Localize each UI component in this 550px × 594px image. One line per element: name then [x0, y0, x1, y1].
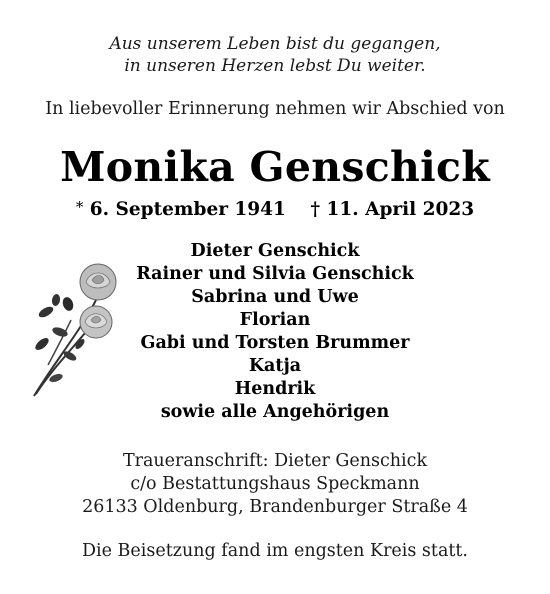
birth-symbol: * — [75, 198, 84, 216]
intro-text: In liebevoller Erinnerung nehmen wir Abschied von — [45, 99, 505, 119]
birth-date: 6. September 1941 — [89, 199, 286, 220]
address-line-2: c/o Bestattungshaus Speckmann — [130, 474, 420, 494]
mourner-5: Gabi und Torsten Brummer — [140, 333, 410, 353]
closing-text: Die Beisetzung fand im engsten Kreis statt. — [82, 541, 468, 561]
death-date: 11. April 2023 — [326, 199, 475, 220]
mourner-2: Rainer und Silvia Genschick — [136, 264, 414, 284]
death-symbol: † — [310, 199, 321, 220]
address-line-1: Traueranschrift: Dieter Genschick — [122, 451, 428, 471]
mourner-1: Dieter Genschick — [190, 241, 360, 261]
deceased-name: Monika Genschick — [60, 143, 490, 191]
mourner-3: Sabrina und Uwe — [191, 287, 359, 307]
mourner-4: Florian — [239, 310, 311, 330]
address-line-3: 26133 Oldenburg, Brandenburger Straße 4 — [82, 497, 468, 517]
mourner-8: sowie alle Angehörigen — [160, 402, 390, 422]
mourner-6: Katja — [248, 356, 302, 376]
quote-line-1: Aus unserem Leben bist du gegangen, — [109, 34, 441, 54]
quote-line-2: in unseren Herzen lebst Du weiter. — [124, 56, 426, 76]
mourner-7: Hendrik — [234, 379, 316, 399]
life-dates — [0, 199, 550, 220]
